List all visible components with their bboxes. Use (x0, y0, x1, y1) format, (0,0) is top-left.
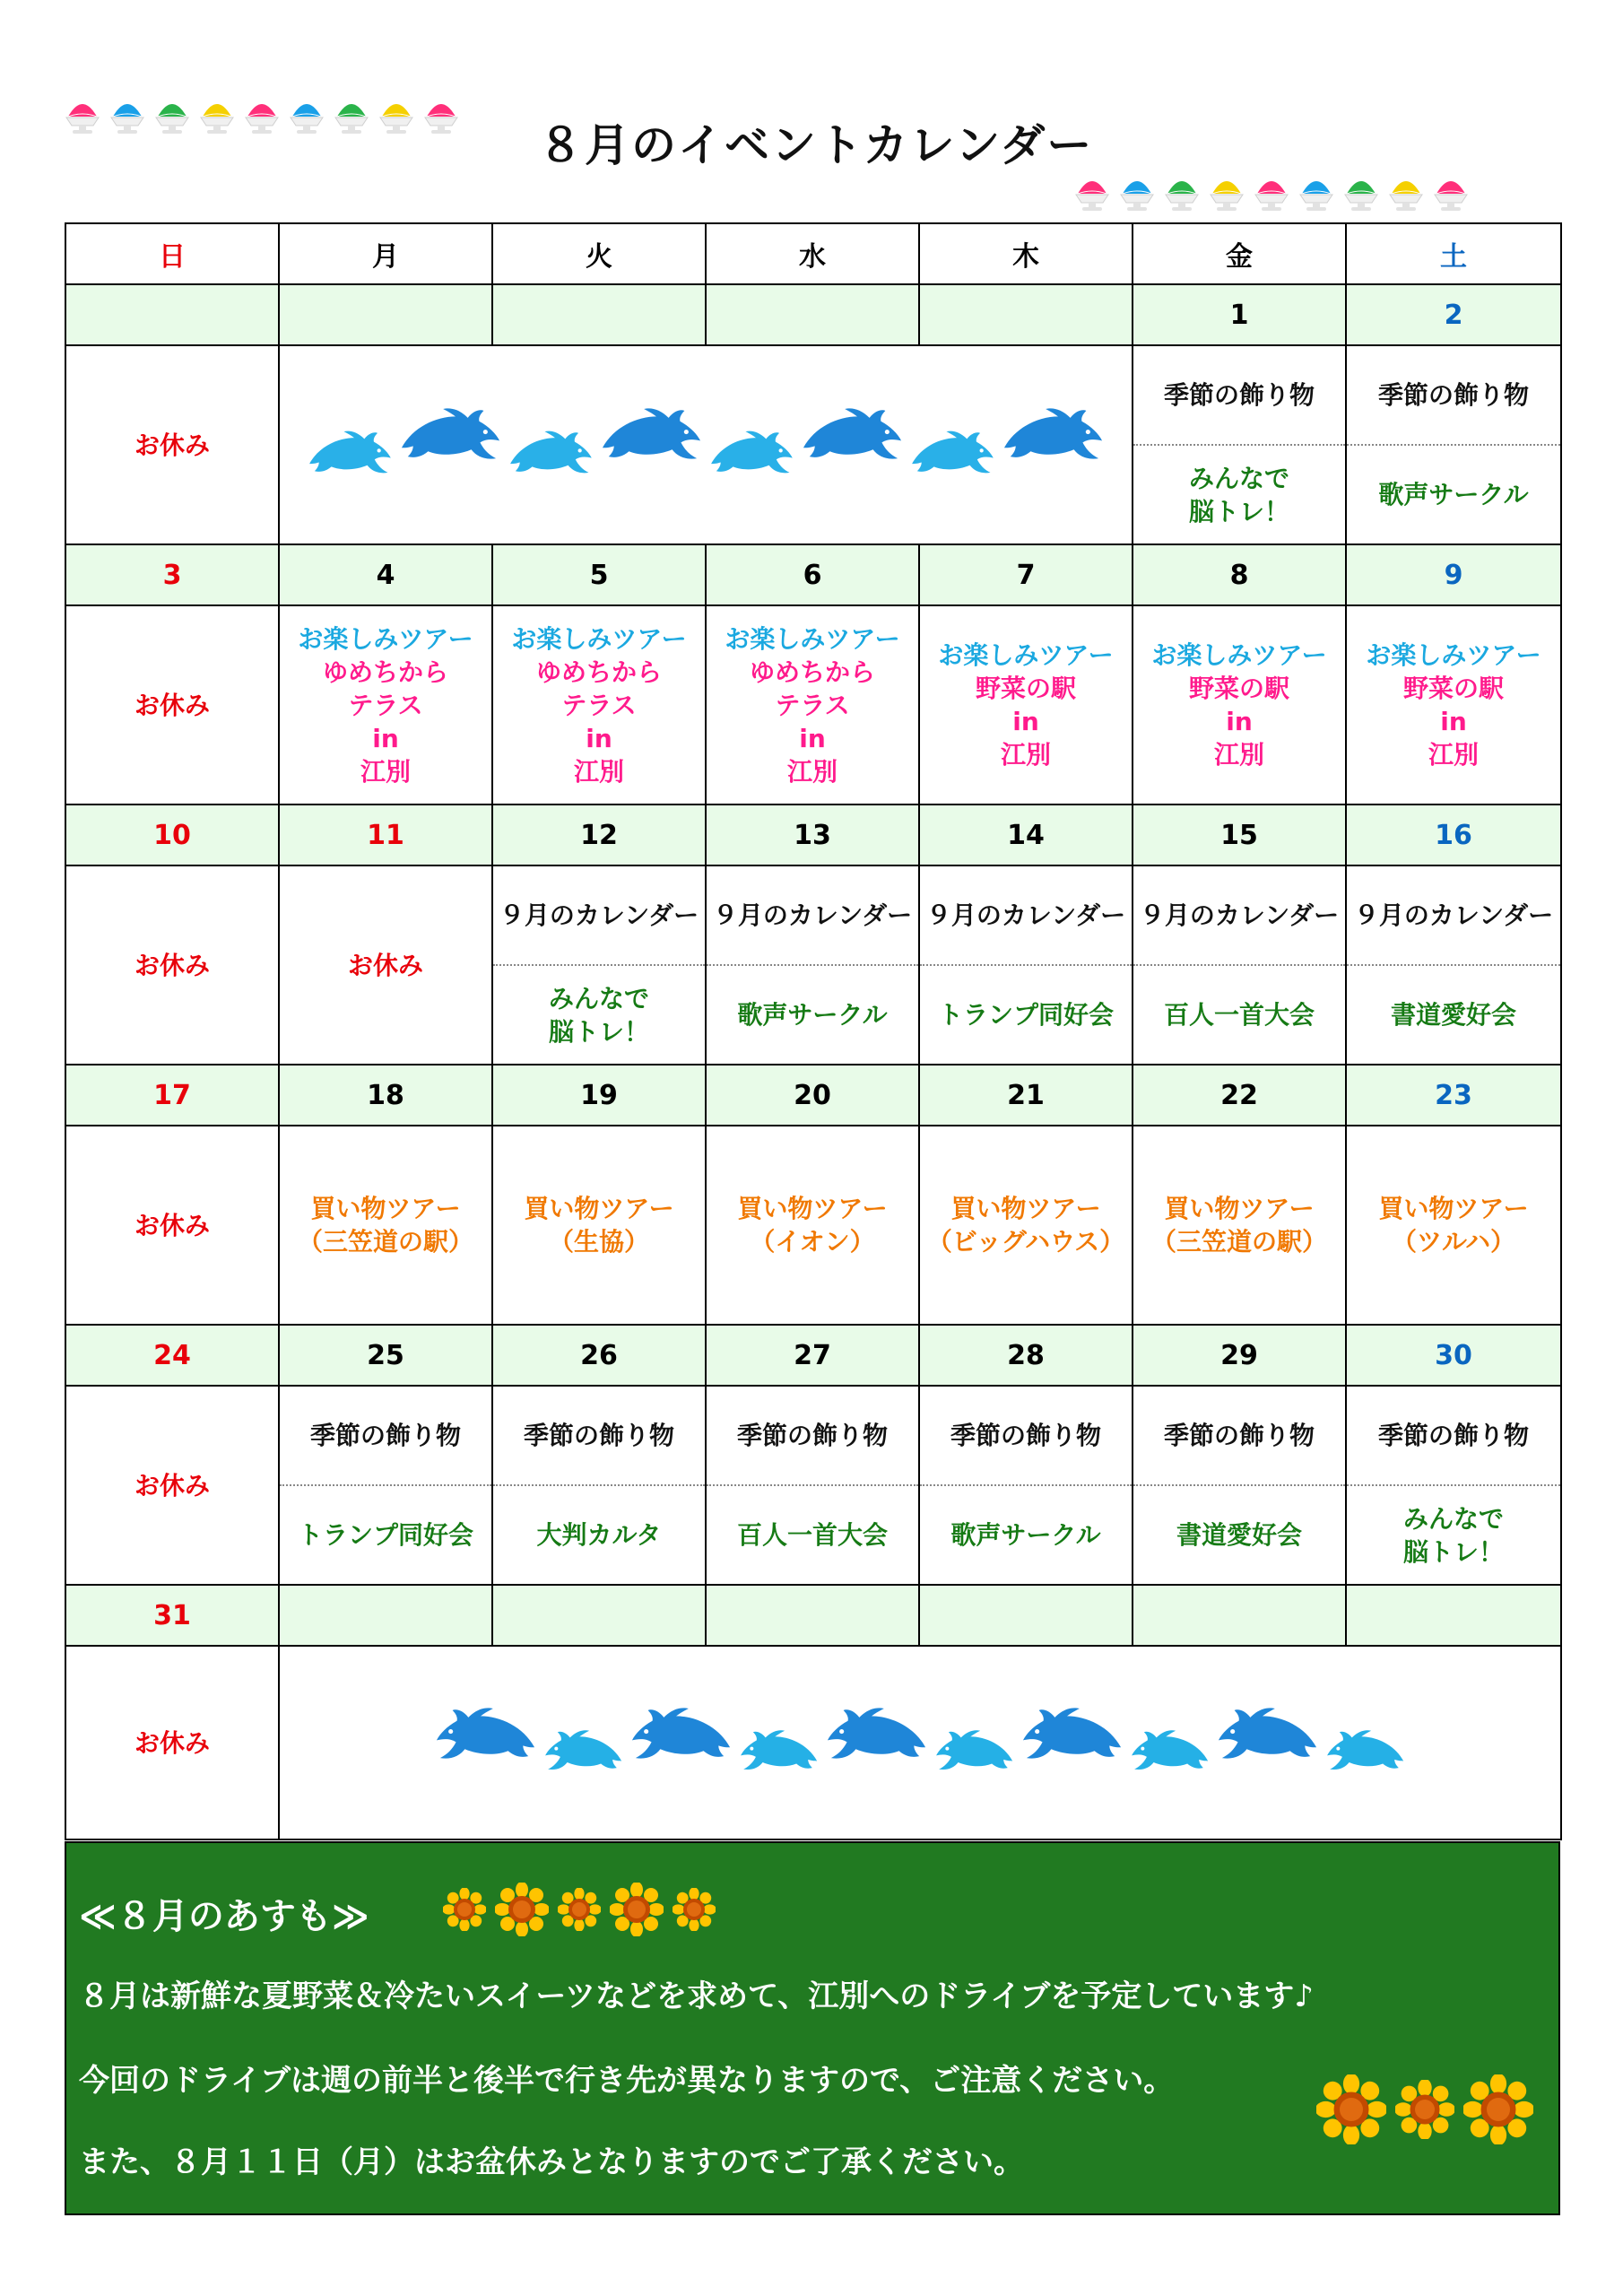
shaved-ice-row-bottom (1072, 170, 1471, 213)
date-cell: 27 (706, 1325, 919, 1386)
shopping-place: （三笠道の駅） (1150, 1227, 1327, 1257)
notice-line: また、８月１１日（月）はお盆休みとなりますのでご了承ください。 (79, 2144, 1024, 2180)
shaved-ice-icon (1386, 170, 1426, 213)
sunday-cell (65, 1386, 279, 1585)
shaved-ice-icon (242, 93, 282, 136)
event-bottom: みんなで 脳トレ！ (548, 983, 649, 1047)
shaved-ice-icon (1341, 170, 1381, 213)
weekday-header: 土 (1346, 223, 1561, 284)
date-cell: 8 (1133, 544, 1346, 605)
sunflower-icon (1463, 2074, 1533, 2144)
tour-cell (919, 605, 1133, 804)
shopping-place: （ツルハ） (1391, 1227, 1516, 1257)
shopping-cell (279, 1126, 492, 1325)
tour-place: ゆめちから テラス in 江別 (322, 657, 448, 787)
shaved-ice-icon (1072, 170, 1112, 213)
closed-label: お休み (134, 690, 210, 720)
date-cell: 19 (492, 1065, 706, 1126)
event-bottom: みんなで 脳トレ！ (1402, 1503, 1504, 1567)
date-cell: 15 (1133, 804, 1346, 865)
date-cell: 23 (1346, 1065, 1561, 1126)
event-cell (279, 1386, 492, 1585)
event-bottom: 書道愛好会 (1176, 1520, 1302, 1550)
shopping-cell (706, 1126, 919, 1325)
shopping-title: 買い物ツアー (737, 1194, 888, 1223)
event-top: ９月のカレンダー (925, 900, 1126, 930)
dolphin-border (280, 413, 1132, 477)
shaved-ice-icon (1162, 170, 1202, 213)
date-cell: 30 (1346, 1325, 1561, 1386)
notice-line: 今回のドライブは週の前半と後半で行き先が異なりますので、ご注意ください。 (79, 2063, 1175, 2099)
tour-place: 野菜の駅 in 江別 (1402, 674, 1504, 770)
dolphin-icon (542, 1727, 625, 1777)
shaved-ice-icon (1297, 170, 1336, 213)
shopping-cell (1346, 1126, 1561, 1325)
sunday-cell (65, 865, 279, 1065)
date-cell (279, 284, 492, 345)
date-cell: 11 (279, 804, 492, 865)
dolphin-icon (433, 1704, 539, 1768)
shopping-cell (492, 1126, 706, 1325)
dolphin-icon (707, 428, 795, 481)
event-bottom: 歌声サークル (737, 1000, 888, 1030)
holiday-cell (279, 865, 492, 1065)
tour-place: ゆめちから テラス in 江別 (535, 657, 662, 787)
sunflower-cluster (1316, 2074, 1533, 2144)
notice-heading: ≪８月のあすも≫ (79, 1896, 369, 1937)
dolphin-icon (824, 1704, 930, 1768)
shaved-ice-icon (287, 93, 326, 136)
event-bottom: 百人一首大会 (1163, 1000, 1315, 1030)
event-top: ９月のカレンダー (499, 900, 699, 930)
shaved-ice-icon (1431, 170, 1471, 213)
dolphin-cell (279, 1646, 1561, 1839)
weekday-header: 水 (706, 223, 919, 284)
shopping-cell (1133, 1126, 1346, 1325)
event-bottom: 歌声サークル (950, 1520, 1101, 1550)
closed-label: お休み (134, 950, 210, 980)
tour-cell (492, 605, 706, 804)
event-cell (492, 865, 706, 1065)
shaved-ice-icon (1252, 170, 1291, 213)
weekday-header: 金 (1133, 223, 1346, 284)
event-top: 季節の飾り物 (736, 1421, 888, 1450)
shaved-ice-icon (152, 93, 192, 136)
dolphin-icon (933, 1727, 1016, 1777)
event-bottom: 百人一首大会 (736, 1520, 888, 1550)
date-cell (279, 1585, 492, 1646)
event-top: 季節の飾り物 (950, 1421, 1101, 1450)
monthly-notice (65, 1841, 1560, 2215)
date-cell: 20 (706, 1065, 919, 1126)
date-cell (919, 284, 1133, 345)
dolphin-icon (908, 428, 996, 481)
dolphin-cell (279, 345, 1133, 544)
dolphin-border (280, 1711, 1560, 1775)
weekday-header: 火 (492, 223, 706, 284)
dolphin-icon (1020, 1704, 1125, 1768)
dolphin-icon (1129, 1727, 1211, 1777)
sunflower-icon (1316, 2074, 1386, 2144)
dolphin-icon (1215, 1704, 1321, 1768)
dolphin-icon (1324, 1727, 1407, 1777)
date-cell: 3 (65, 544, 279, 605)
closed-label: お休み (134, 1470, 210, 1500)
weekday-header: 木 (919, 223, 1133, 284)
tour-cell (1133, 605, 1346, 804)
shopping-place: （ビッグハウス） (926, 1227, 1125, 1257)
sunflower-icon (443, 1888, 486, 1931)
closed-label: お休み (347, 950, 423, 980)
event-calendar (65, 222, 1562, 1840)
date-cell: 21 (919, 1065, 1133, 1126)
date-cell (706, 1585, 919, 1646)
shopping-title: 買い物ツアー (524, 1194, 674, 1223)
date-cell: 28 (919, 1325, 1133, 1386)
date-cell: 29 (1133, 1325, 1346, 1386)
date-cell: 24 (65, 1325, 279, 1386)
tour-place: 野菜の駅 in 江別 (1188, 674, 1289, 770)
date-cell: 14 (919, 804, 1133, 865)
dolphin-icon (629, 1704, 734, 1768)
event-bottom: 大判カルタ (536, 1520, 662, 1550)
date-cell: 12 (492, 804, 706, 865)
event-top: 季節の飾り物 (1163, 380, 1315, 410)
dolphin-icon (306, 428, 394, 481)
sunday-cell (65, 605, 279, 804)
dolphin-icon (799, 404, 905, 468)
event-cell (1346, 345, 1561, 544)
closed-label: お休み (134, 1210, 210, 1240)
sunflower-icon (1395, 2080, 1454, 2139)
date-cell: 13 (706, 804, 919, 865)
shaved-ice-icon (197, 93, 237, 136)
tour-title: お楽しみツアー (298, 623, 473, 654)
date-cell: 16 (1346, 804, 1561, 865)
notice-line: ８月は新鮮な夏野菜＆冷たいスイーツなどを求めて、江別へのドライブを予定しています♪ (79, 1979, 1314, 2014)
date-cell: 26 (492, 1325, 706, 1386)
date-cell (706, 284, 919, 345)
date-cell: 1 (1133, 284, 1346, 345)
event-cell (706, 1386, 919, 1585)
tour-cell (706, 605, 919, 804)
event-top: ９月のカレンダー (1139, 900, 1340, 930)
event-cell (706, 865, 919, 1065)
event-top: 季節の飾り物 (309, 1421, 461, 1450)
shopping-cell (919, 1126, 1133, 1325)
event-top: ９月のカレンダー (1353, 900, 1554, 930)
shopping-title: 買い物ツアー (310, 1194, 461, 1223)
shaved-ice-icon (63, 93, 102, 136)
event-cell (1133, 865, 1346, 1065)
dolphin-icon (598, 404, 704, 468)
sunflower-icon (558, 1888, 601, 1931)
sunflower-row (443, 1883, 716, 1936)
shopping-title: 買い物ツアー (1378, 1194, 1529, 1223)
tour-place: ゆめちから テラス in 江別 (749, 657, 875, 787)
sunflower-icon (495, 1883, 549, 1936)
tour-title: お楽しみツアー (1151, 640, 1327, 670)
event-top: 季節の飾り物 (1377, 380, 1529, 410)
dolphin-icon (397, 404, 503, 468)
event-cell (1346, 865, 1561, 1065)
date-cell (492, 284, 706, 345)
shaved-ice-icon (332, 93, 371, 136)
shaved-ice-icon (1207, 170, 1246, 213)
event-top: 季節の飾り物 (523, 1421, 674, 1450)
date-cell: 10 (65, 804, 279, 865)
tour-cell (279, 605, 492, 804)
sunflower-icon (673, 1888, 716, 1931)
sunflower-icon (610, 1883, 664, 1936)
date-cell (1346, 1585, 1561, 1646)
date-cell: 2 (1346, 284, 1561, 345)
event-cell (919, 865, 1133, 1065)
shopping-title: 買い物ツアー (1164, 1194, 1315, 1223)
event-bottom: トランプ同好会 (297, 1520, 473, 1550)
date-cell (919, 1585, 1133, 1646)
event-cell (1133, 345, 1346, 544)
sunday-cell (65, 1126, 279, 1325)
shaved-ice-icon (421, 93, 461, 136)
page-title: ８月のイベントカレンダー (538, 119, 1094, 171)
event-top: 季節の飾り物 (1163, 1421, 1315, 1450)
shopping-title: 買い物ツアー (950, 1194, 1101, 1223)
date-cell (1133, 1585, 1346, 1646)
event-bottom: 書道愛好会 (1390, 1000, 1516, 1030)
tour-cell (1346, 605, 1561, 804)
date-cell (65, 284, 279, 345)
weekday-header: 月 (279, 223, 492, 284)
shaved-ice-icon (1117, 170, 1157, 213)
event-cell (1133, 1386, 1346, 1585)
date-cell: 18 (279, 1065, 492, 1126)
closed-label: お休み (134, 1727, 210, 1758)
event-bottom: トランプ同好会 (937, 1000, 1114, 1030)
shopping-place: （生協） (548, 1227, 649, 1257)
closed-label: お休み (134, 430, 210, 460)
event-bottom: 歌声サークル (1378, 480, 1529, 509)
date-cell: 31 (65, 1585, 279, 1646)
event-top: 季節の飾り物 (1377, 1421, 1529, 1450)
date-cell: 17 (65, 1065, 279, 1126)
sunday-cell (65, 345, 279, 544)
date-cell (492, 1585, 706, 1646)
shaved-ice-icon (108, 93, 147, 136)
event-cell (919, 1386, 1133, 1585)
shopping-place: （三笠道の駅） (297, 1227, 473, 1257)
shaved-ice-icon (377, 93, 416, 136)
date-cell: 4 (279, 544, 492, 605)
tour-title: お楽しみツアー (938, 640, 1114, 670)
weekday-header: 日 (65, 223, 279, 284)
tour-title: お楽しみツアー (725, 623, 900, 654)
date-cell: 5 (492, 544, 706, 605)
event-top: ９月のカレンダー (712, 900, 913, 930)
date-cell: 25 (279, 1325, 492, 1386)
date-cell: 22 (1133, 1065, 1346, 1126)
tour-place: 野菜の駅 in 江別 (975, 674, 1076, 770)
event-cell (492, 1386, 706, 1585)
dolphin-icon (738, 1727, 820, 1777)
shopping-place: （イオン） (750, 1227, 875, 1257)
tour-title: お楽しみツアー (511, 623, 687, 654)
tour-title: お楽しみツアー (1366, 640, 1541, 670)
date-cell: 6 (706, 544, 919, 605)
dolphin-icon (1000, 404, 1106, 468)
sunday-cell (65, 1646, 279, 1839)
dolphin-icon (507, 428, 595, 481)
date-cell: 9 (1346, 544, 1561, 605)
date-cell: 7 (919, 544, 1133, 605)
event-bottom: みんなで 脳トレ！ (1188, 463, 1289, 526)
shaved-ice-row-top (63, 93, 461, 136)
event-cell (1346, 1386, 1561, 1585)
